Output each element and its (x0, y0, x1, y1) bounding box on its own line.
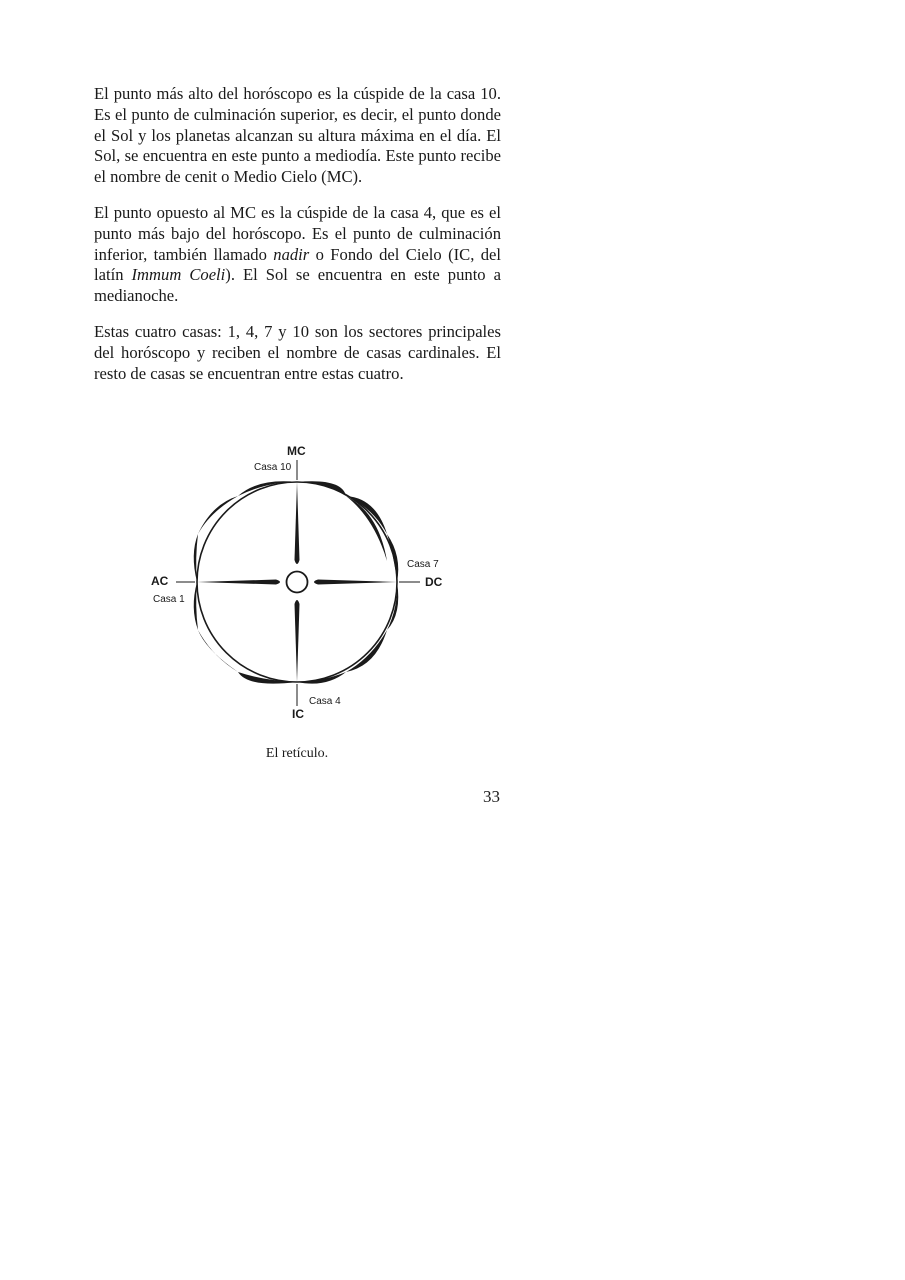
label-dc: DC (425, 575, 443, 589)
spoke-down (295, 600, 300, 682)
paragraph-3 (94, 322, 501, 384)
spoke-right (314, 580, 397, 585)
ring-arc-10 (198, 496, 238, 534)
text-run: El punto más alto del horóscopo es la cúspide de la casa 10. Es el punto de culminación superior, es decir, el punto donde el Sol y los planetas alcanzan su altura máxima en el día. El Sol, se encuentra en este punto a mediodía. Este punto recibe el nombre de cenit o Medio Cielo (MC). (94, 84, 501, 187)
text-run: Estas cuatro casas: 1, 4, 7 y 10 son los sectores principales del horóscopo y reciben el nombre de casas cardinales. El resto de casas se encuentran entre estas cuatro. (94, 321, 501, 383)
text-run: o Fondo del Cielo (IC, del latín (94, 244, 501, 285)
text-run: ). El Sol se encuentra en este punto a medianoche. (94, 265, 501, 306)
label-casa-4: Casa 4 (309, 696, 341, 707)
ring-arc-11 (238, 481, 297, 496)
ring-arc-1 (297, 481, 346, 496)
body-text (94, 84, 501, 399)
label-mc: MC (287, 444, 306, 458)
center-circle (287, 572, 308, 593)
ring-arc-7 (198, 630, 238, 672)
page-number: 33 (483, 787, 500, 806)
figure-caption: El retículo. (265, 746, 329, 761)
text-run: El punto opuesto al MC es la cúspide de la casa 4, que es el punto más bajo del horóscopo. Es el punto de culminación inferior, también llamado (94, 202, 501, 264)
label-ic: IC (292, 707, 304, 721)
reticle-diagram (140, 436, 460, 726)
label-ac: AC (151, 574, 169, 588)
label-casa-1: Casa 1 (153, 594, 185, 605)
paragraph-2 (94, 203, 501, 307)
spokes (197, 482, 397, 682)
spoke-left (197, 580, 280, 585)
reticle-figure (140, 436, 460, 726)
paragraph-1 (94, 84, 501, 188)
label-casa-10: Casa 10 (254, 462, 292, 473)
italic-term: Immum Coeli (131, 265, 226, 285)
label-casa-7: Casa 7 (407, 559, 439, 570)
italic-term: nadir (273, 244, 310, 264)
spoke-up (295, 482, 300, 564)
